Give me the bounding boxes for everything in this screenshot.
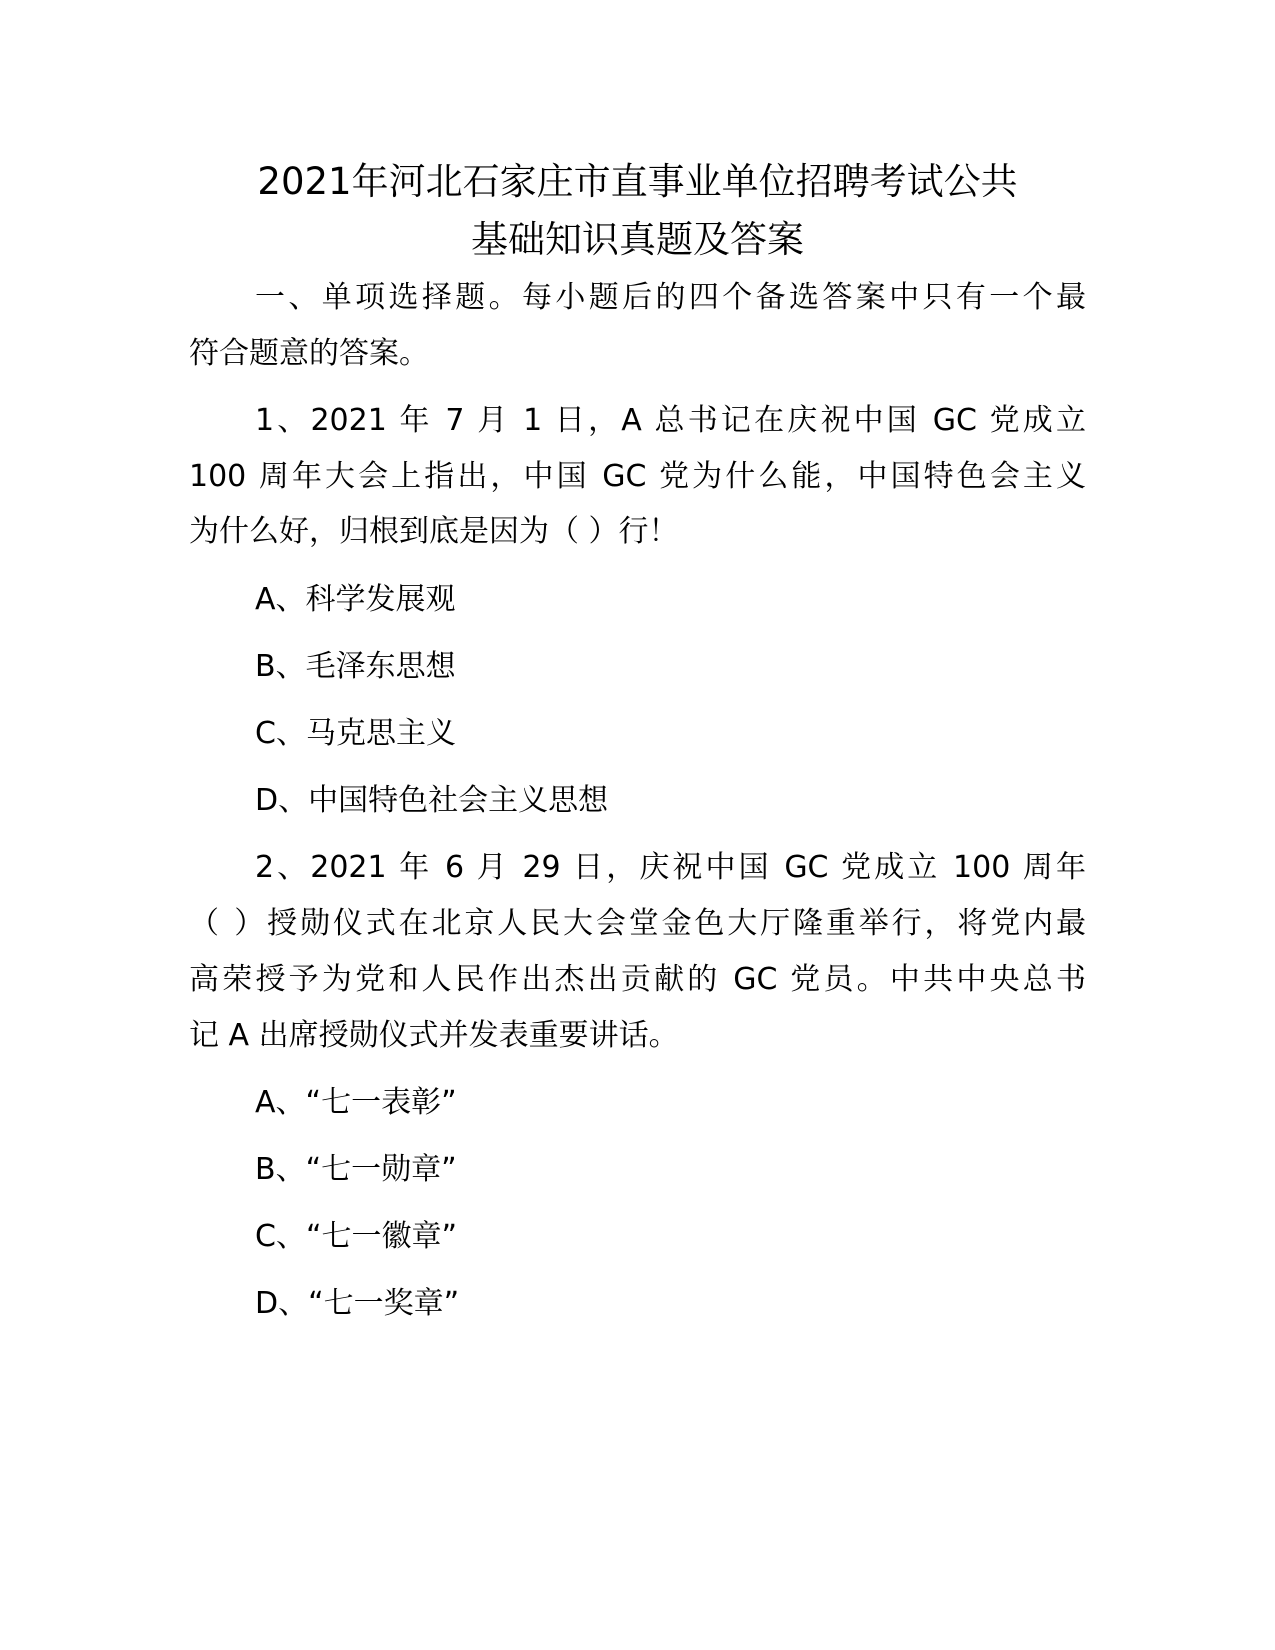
question-2-line-2: （ ）授勋仪式在北京人民大会堂金色大厅隆重举行，将党内最 — [189, 906, 1086, 941]
document-title-line-1: 2021年河北石家庄市直事业单位招聘考试公共 — [257, 160, 1018, 203]
question-2-line-4: 记 A 出席授勋仪式并发表重要讲话。 — [189, 1018, 679, 1053]
section-heading-line-2: 符合题意的答案。 — [189, 336, 429, 371]
question-1-option-a: A、科学发展观 — [255, 582, 456, 617]
question-1-line-2: 100 周年大会上指出，中国 GC 党为什么能，中国特色会主义 — [189, 459, 1086, 494]
question-2-line-1: 2、2021 年 6 月 29 日，庆祝中国 GC 党成立 100 周年 — [255, 850, 1086, 885]
question-2-line-3: 高荣授予为党和人民作出杰出贡献的 GC 党员。中共中央总书 — [189, 962, 1086, 997]
question-1-option-b: B、毛泽东思想 — [255, 649, 456, 684]
question-2-option-d: D、“七一奖章” — [255, 1286, 460, 1321]
question-1-line-1: 1、2021 年 7 月 1 日，A 总书记在庆祝中国 GC 党成立 — [255, 403, 1086, 438]
document-title-line-2: 基础知识真题及答案 — [471, 218, 804, 261]
question-2-option-a: A、“七一表彰” — [255, 1085, 457, 1120]
question-1-option-c: C、马克思主义 — [255, 716, 456, 751]
question-1-option-d: D、中国特色社会主义思想 — [255, 783, 609, 818]
question-1-line-3: 为什么好，归根到底是因为（ ）行！ — [189, 514, 679, 549]
section-heading-line-1: 一、单项选择题。每小题后的四个备选答案中只有一个最 — [255, 280, 1086, 315]
question-2-option-c: C、“七一徽章” — [255, 1219, 458, 1254]
question-2-option-b: B、“七一勋章” — [255, 1152, 457, 1187]
